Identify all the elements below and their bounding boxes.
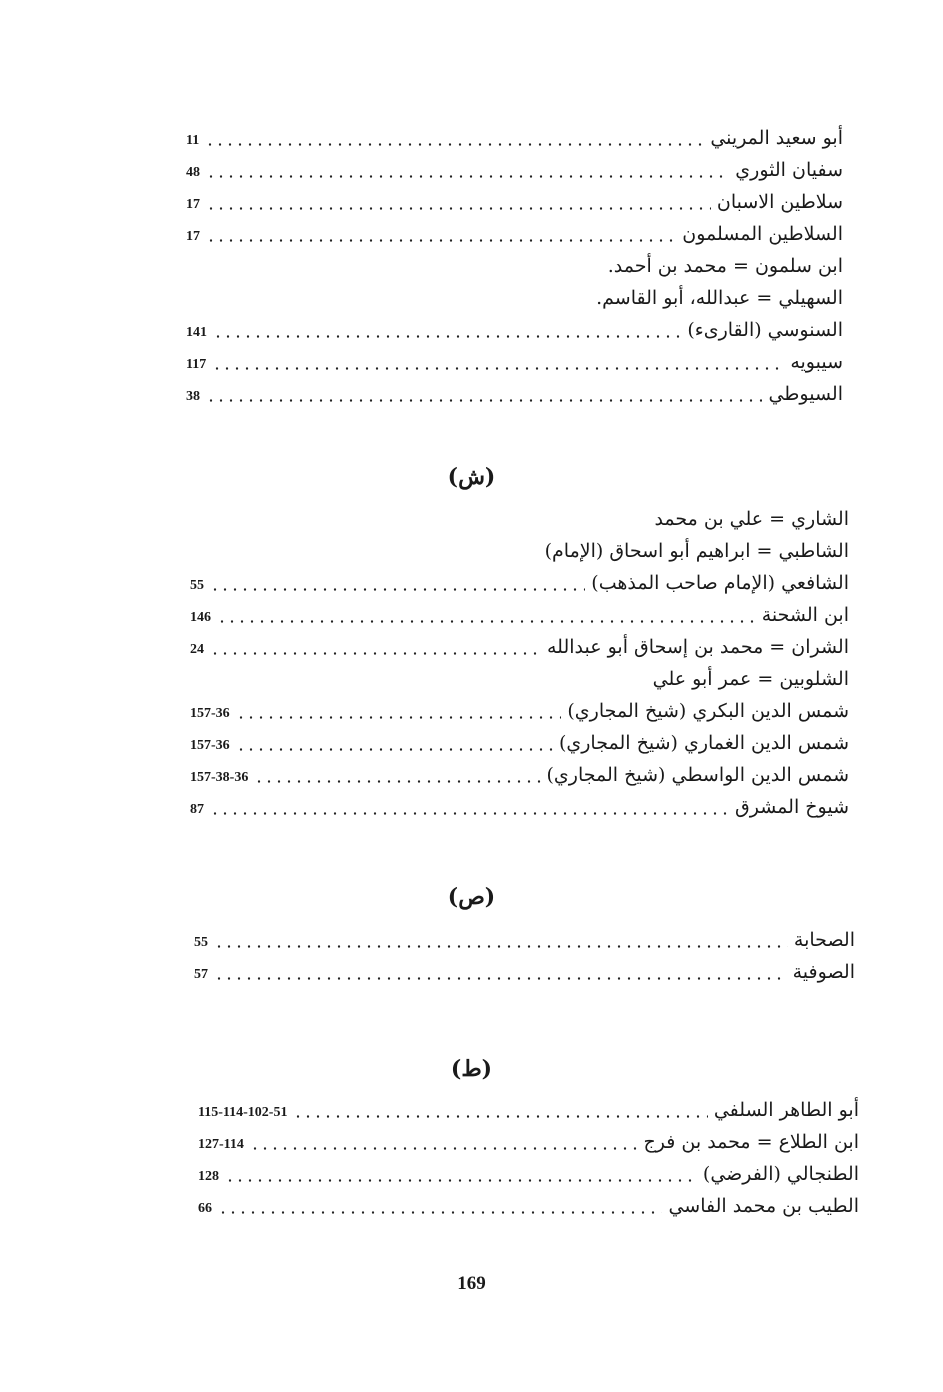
entry-name: شمس الدين الغماري (شيخ المجاري) — [558, 732, 849, 754]
index-entry — [194, 956, 855, 988]
page-number: 169 — [457, 1273, 486, 1294]
entry-page-numbers: 17 — [186, 197, 200, 212]
entry-page-numbers: 128 — [198, 1169, 219, 1184]
dot-leader — [293, 1094, 707, 1126]
entry-name: الصحابة — [793, 929, 855, 951]
entry-page-numbers: 146 — [190, 610, 211, 625]
index-entry — [186, 218, 843, 250]
index-section-shin — [0, 503, 943, 823]
entry-name: الشاطبي = ابراهيم أبو اسحاق (الإمام) — [544, 540, 849, 562]
entry-name: سلاطين الاسبان — [716, 191, 843, 213]
entry-name: أبو الطاهر السلفي — [713, 1099, 859, 1121]
entry-name: الطنجالي (الفرضي) — [702, 1163, 859, 1185]
entry-name: الشلوبين = عمر أبو علي — [652, 668, 849, 690]
entry-name: الشران = محمد بن إسحاق أبو عبدالله — [546, 636, 849, 658]
dot-leader — [225, 1158, 697, 1190]
dot-leader — [206, 154, 729, 186]
index-entry — [186, 378, 843, 410]
entry-list — [198, 1094, 859, 1222]
dot-leader — [214, 924, 788, 956]
entry-page-numbers: 48 — [186, 165, 200, 180]
dot-leader — [236, 727, 553, 759]
dot-leader — [205, 122, 704, 154]
dot-leader — [206, 218, 676, 250]
index-entry — [186, 186, 843, 218]
entry-name: سفيان الثوري — [735, 159, 843, 181]
entry-name: الشافعي (الإمام صاحب المذهب) — [591, 572, 849, 594]
index-entry — [186, 282, 843, 314]
entry-page-numbers: 157-36 — [190, 738, 230, 753]
entry-name: الصوفية — [792, 961, 855, 983]
entry-name: سيبويه — [790, 351, 843, 373]
entry-name: شمس الدين الواسطي (شيخ المجاري) — [546, 764, 849, 786]
entry-page-numbers: 127-114 — [198, 1137, 244, 1152]
dot-leader — [206, 378, 762, 410]
index-entry — [198, 1158, 859, 1190]
entry-page-numbers: 141 — [186, 325, 207, 340]
dot-leader — [217, 599, 756, 631]
entry-name: ابن الشحنة — [761, 604, 849, 626]
dot-leader — [210, 791, 729, 823]
entry-page-numbers: 24 — [190, 642, 204, 657]
index-entry — [198, 1190, 859, 1222]
entry-page-numbers: 17 — [186, 229, 200, 244]
entry-name: ابن سلمون = محمد بن أحمد. — [607, 255, 843, 277]
dot-leader — [214, 956, 787, 988]
entry-page-numbers: 117 — [186, 357, 207, 372]
entry-page-numbers: 157-38-36 — [190, 770, 249, 785]
section-header-shin: (ش) — [447, 464, 496, 490]
index-entry — [186, 154, 843, 186]
entry-list — [190, 503, 849, 823]
index-entry — [198, 1094, 859, 1126]
entry-name: أبو سعيد المريني — [710, 127, 843, 149]
entry-page-numbers: 57 — [194, 967, 208, 982]
index-entry — [190, 727, 849, 759]
index-entry — [190, 599, 849, 631]
entry-name: الشاري = علي بن محمد — [654, 508, 849, 530]
section-header-sad: (ص) — [447, 884, 496, 910]
index-entry — [190, 567, 849, 599]
index-entry — [190, 663, 849, 695]
entry-page-numbers: 55 — [190, 578, 204, 593]
entry-page-numbers: 38 — [186, 389, 200, 404]
index-entry — [186, 314, 843, 346]
dot-leader — [210, 631, 541, 663]
index-entry — [186, 250, 843, 282]
dot-leader — [254, 759, 540, 791]
index-section-sad — [0, 924, 943, 988]
entry-name: ابن الطلاع = محمد بن فرج — [643, 1131, 859, 1153]
entry-name: شمس الدين البكري (شيخ المجاري) — [567, 700, 849, 722]
entry-name: الطيب بن محمد الفاسي — [668, 1195, 859, 1217]
dot-leader — [212, 346, 784, 378]
index-entry — [194, 924, 855, 956]
entry-name: السلاطين المسلمون — [682, 223, 843, 245]
index-entry — [198, 1126, 859, 1158]
index-entry — [186, 346, 843, 378]
entry-page-numbers: 87 — [190, 802, 204, 817]
entry-name: السيوطي — [768, 383, 843, 405]
index-section-sin — [0, 122, 943, 410]
entry-page-numbers: 115-114-102-51 — [198, 1105, 288, 1120]
entry-list — [194, 924, 855, 988]
entry-page-numbers: 11 — [186, 133, 200, 148]
entry-name: السهيلي = عبدالله، أبو القاسم. — [596, 287, 843, 309]
index-entry — [190, 503, 849, 535]
dot-leader — [236, 695, 562, 727]
index-entry — [186, 122, 843, 154]
dot-leader — [213, 314, 681, 346]
entry-page-numbers: 66 — [198, 1201, 212, 1216]
entry-name: شيوخ المشرق — [735, 796, 849, 818]
dot-leader — [210, 567, 585, 599]
entry-page-numbers: 157-36 — [190, 706, 230, 721]
index-entry — [190, 695, 849, 727]
section-header-ta: (ط) — [450, 1056, 493, 1082]
index-entry — [190, 535, 849, 567]
entry-list — [186, 122, 843, 410]
entry-name: السنوسي (القارىء) — [687, 319, 843, 341]
index-entry — [190, 631, 849, 663]
dot-leader — [250, 1126, 638, 1158]
dot-leader — [218, 1190, 662, 1222]
index-entry — [190, 759, 849, 791]
entry-page-numbers: 55 — [194, 935, 208, 950]
dot-leader — [206, 186, 711, 218]
index-section-ta — [0, 1094, 943, 1222]
index-entry — [190, 791, 849, 823]
